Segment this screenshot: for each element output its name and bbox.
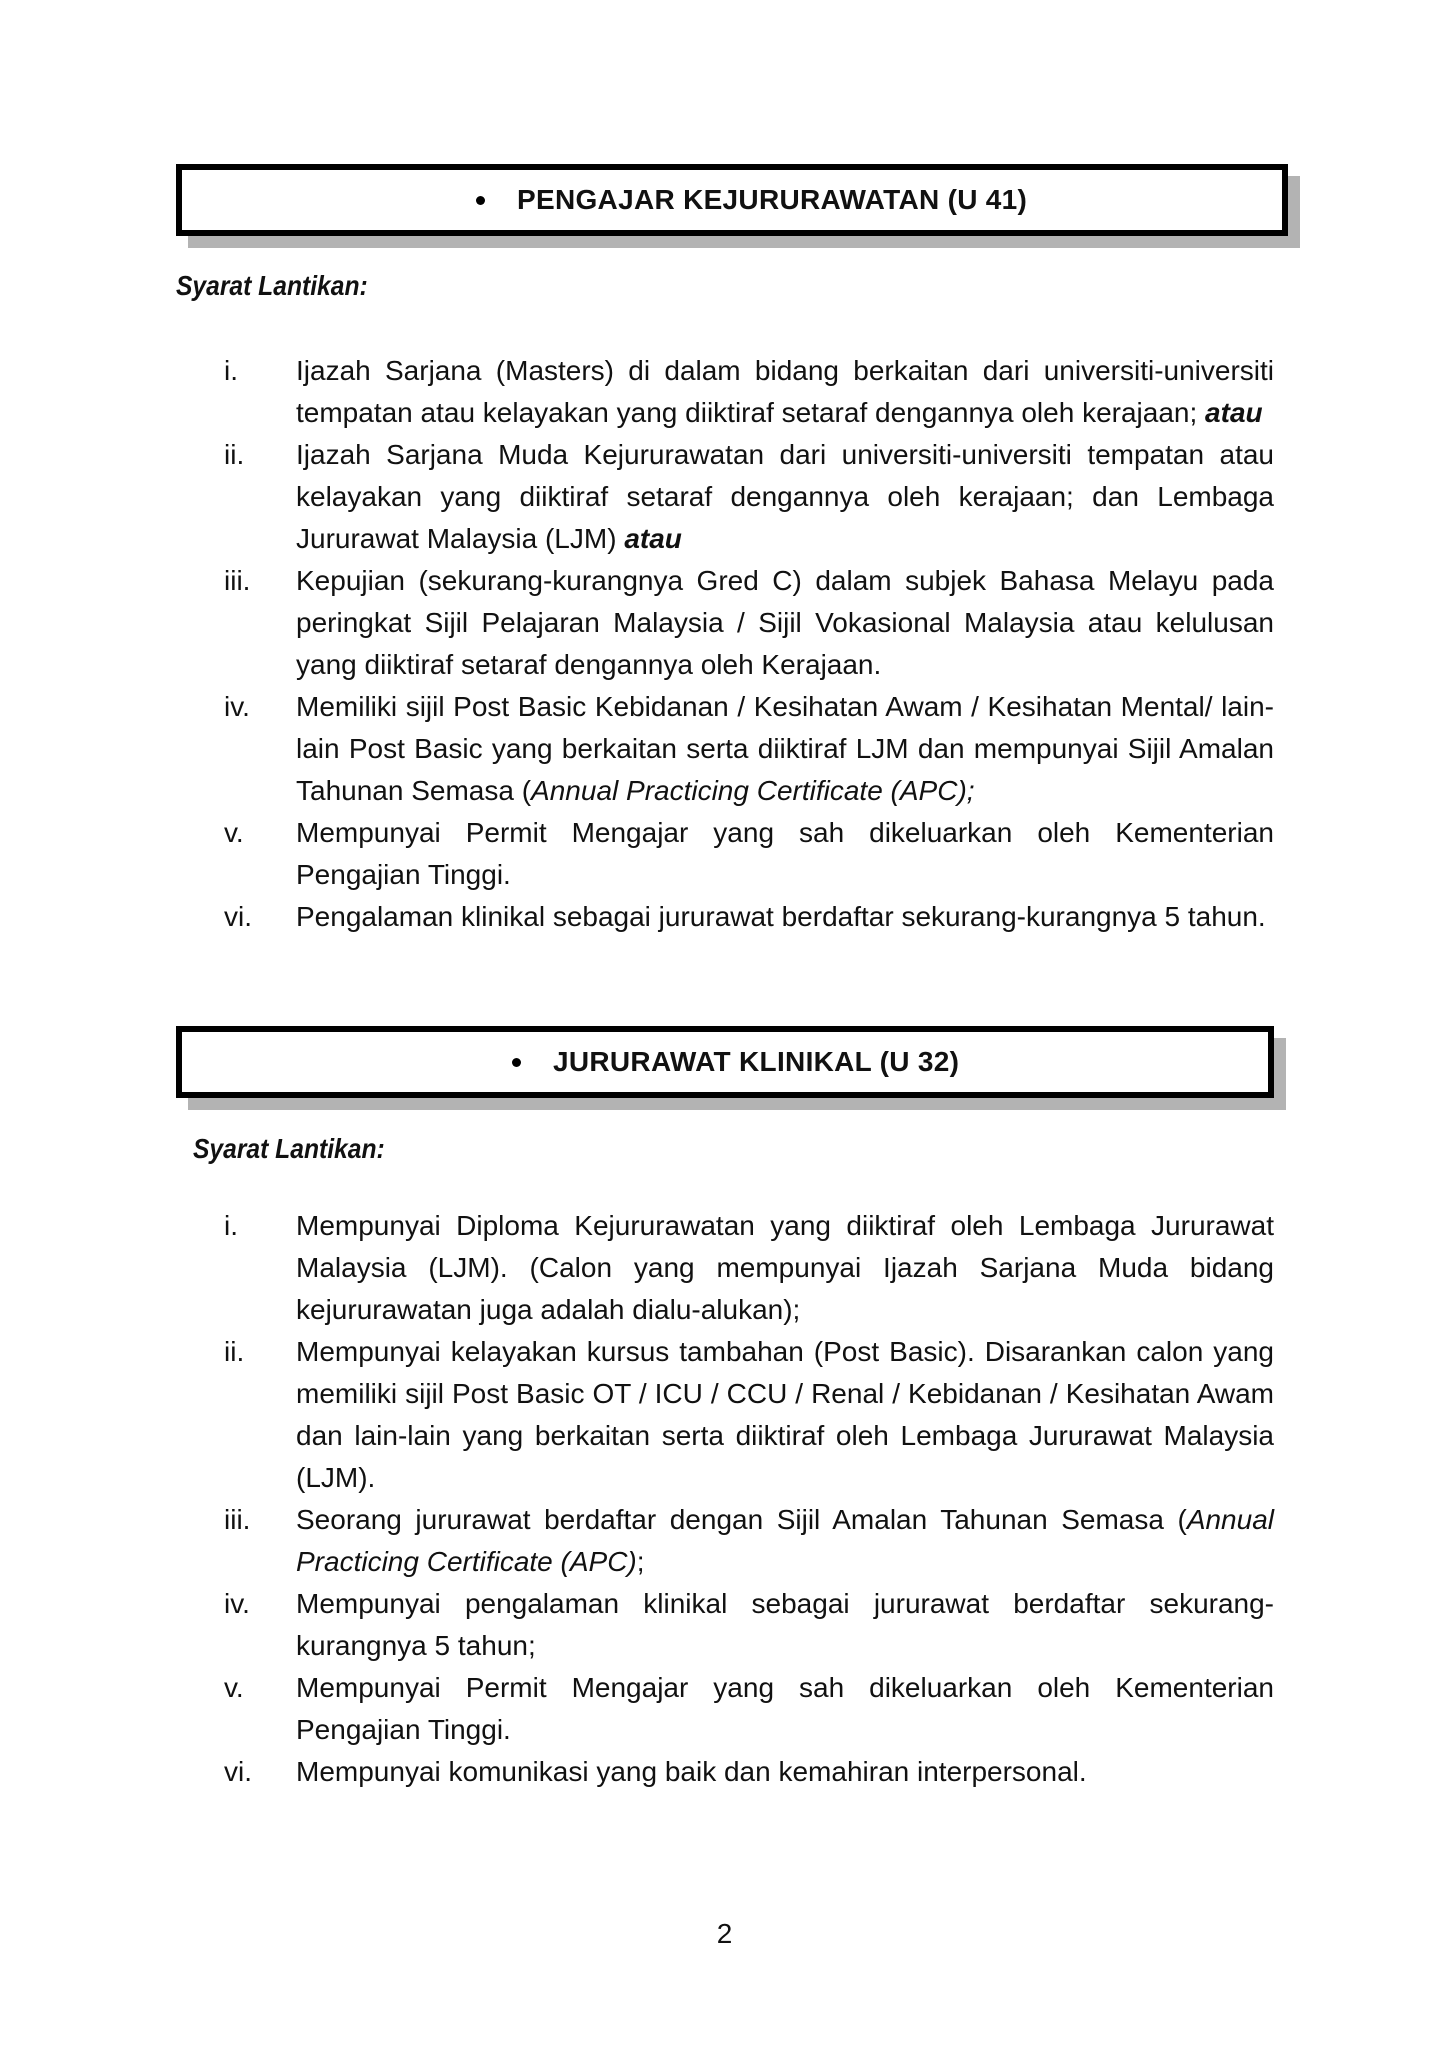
text-run: Pengalaman klinikal sebagai jururawat berdaftar sekurang-kurangnya 5 tahun. bbox=[296, 901, 1266, 932]
page-number: 2 bbox=[716, 1918, 733, 1949]
requirement-number: iii. bbox=[224, 565, 251, 596]
requirement-item bbox=[224, 560, 1274, 686]
requirement-number: ii. bbox=[224, 439, 245, 470]
requirement-item bbox=[224, 1331, 1274, 1499]
section-title-text: PENGAJAR KEJURURAWATAN (U 41) bbox=[517, 184, 1028, 215]
text-run: Mempunyai Permit Mengajar yang sah dikeluarkan oleh Kementerian Pengajian Tinggi. bbox=[296, 1672, 1274, 1745]
subheading-syarat-lantikan-2: Syarat Lantikan: bbox=[193, 1133, 385, 1164]
requirement-number: i. bbox=[224, 1210, 238, 1241]
text-run: Mempunyai Permit Mengajar yang sah dikeluarkan oleh Kementerian Pengajian Tinggi. bbox=[296, 817, 1274, 890]
requirement-item bbox=[224, 434, 1274, 560]
requirement-text bbox=[296, 812, 1274, 896]
requirement-text bbox=[296, 1499, 1274, 1583]
text-run: ; bbox=[636, 1546, 645, 1577]
requirement-text bbox=[296, 1205, 1274, 1331]
requirement-number: iv. bbox=[224, 691, 250, 722]
requirement-item bbox=[224, 686, 1274, 812]
text-run: Mempunyai pengalaman klinikal sebagai jururawat berdaftar sekurang-kurangnya 5 tahun; bbox=[296, 1588, 1274, 1661]
requirement-text bbox=[296, 1583, 1274, 1667]
requirement-number: vi. bbox=[224, 1756, 252, 1787]
emphasis-text: atau bbox=[624, 523, 682, 554]
text-run: Memiliki sijil Post Basic Kebidanan / Kesihatan Awam / Kesihatan Mental/ lain-lain Post Basic yang berkaitan serta diiktiraf LJM dan mempunyai Sijil Amalan Tahunan Semasa ( bbox=[296, 691, 1274, 806]
italic-text: Annual Practicing Certificate (APC); bbox=[531, 775, 975, 806]
requirement-number: vi. bbox=[224, 901, 252, 932]
requirement-item bbox=[224, 1205, 1274, 1331]
text-run: Kepujian (sekurang-kurangnya Gred C) dalam subjek Bahasa Melayu pada peringkat Sijil Pelajaran Malaysia / Sijil Vokasional Malaysia atau kelulusan yang diiktiraf setaraf dengannya oleh Kerajaan. bbox=[296, 565, 1274, 680]
requirement-item bbox=[224, 1751, 1274, 1793]
requirement-text bbox=[296, 1751, 1274, 1793]
requirements-list-1 bbox=[224, 350, 1274, 938]
section-title-box-pengajar bbox=[176, 164, 1288, 236]
subheading-syarat-lantikan-1: Syarat Lantikan: bbox=[176, 270, 368, 301]
requirement-text bbox=[296, 560, 1274, 686]
text-run: Seorang jururawat berdaftar dengan Sijil Amalan Tahunan Semasa ( bbox=[296, 1504, 1187, 1535]
bullet-icon bbox=[476, 196, 485, 205]
requirement-item bbox=[224, 1499, 1274, 1583]
requirement-number: v. bbox=[224, 817, 244, 848]
requirement-number: ii. bbox=[224, 1336, 245, 1367]
requirement-item bbox=[224, 896, 1274, 938]
text-run: Mempunyai komunikasi yang baik dan kemahiran interpersonal. bbox=[296, 1756, 1087, 1787]
requirement-text bbox=[296, 686, 1274, 812]
section-title-text: JURURAWAT KLINIKAL (U 32) bbox=[553, 1046, 960, 1077]
section-title-pengajar bbox=[476, 170, 1027, 230]
bullet-icon bbox=[512, 1058, 521, 1067]
requirement-text bbox=[296, 896, 1274, 938]
requirement-text bbox=[296, 434, 1274, 560]
requirement-number: i. bbox=[224, 355, 238, 386]
requirement-number: v. bbox=[224, 1672, 244, 1703]
requirement-text bbox=[296, 350, 1274, 434]
requirement-number: iii. bbox=[224, 1504, 251, 1535]
italic-text: Annual Practicing Certificate (APC) bbox=[296, 1504, 1274, 1577]
text-run: Ijazah Sarjana Muda Kejururawatan dari universiti-universiti tempatan atau kelayakan yang diiktiraf setaraf dengannya oleh kerajaan; dan Lembaga Jururawat Malaysia (LJM) bbox=[296, 439, 1274, 554]
section-title-jururawat bbox=[512, 1032, 959, 1092]
emphasis-text: atau bbox=[1205, 397, 1263, 428]
text-run: Mempunyai Diploma Kejururawatan yang diiktiraf oleh Lembaga Jururawat Malaysia (LJM). (Calon yang mempunyai Ijazah Sarjana Muda bidang kejururawatan juga adalah dialu-alukan); bbox=[296, 1210, 1274, 1325]
requirement-item bbox=[224, 812, 1274, 896]
requirement-text bbox=[296, 1331, 1274, 1499]
requirement-item bbox=[224, 1583, 1274, 1667]
requirements-list-2 bbox=[224, 1205, 1274, 1793]
text-run: Ijazah Sarjana (Masters) di dalam bidang berkaitan dari universiti-universiti tempatan atau kelayakan yang diiktiraf setaraf dengannya oleh kerajaan; bbox=[296, 355, 1274, 428]
requirement-item bbox=[224, 350, 1274, 434]
requirement-number: iv. bbox=[224, 1588, 250, 1619]
requirement-item bbox=[224, 1667, 1274, 1751]
section-title-box-jururawat bbox=[176, 1026, 1274, 1098]
requirement-text bbox=[296, 1667, 1274, 1751]
text-run: Mempunyai kelayakan kursus tambahan (Post Basic). Disarankan calon yang memiliki sijil Post Basic OT / ICU / CCU / Renal / Kebidanan / Kesihatan Awam dan lain-lain yang berkaitan serta diiktiraf oleh Lembaga Jururawat Malaysia (LJM). bbox=[296, 1336, 1274, 1493]
